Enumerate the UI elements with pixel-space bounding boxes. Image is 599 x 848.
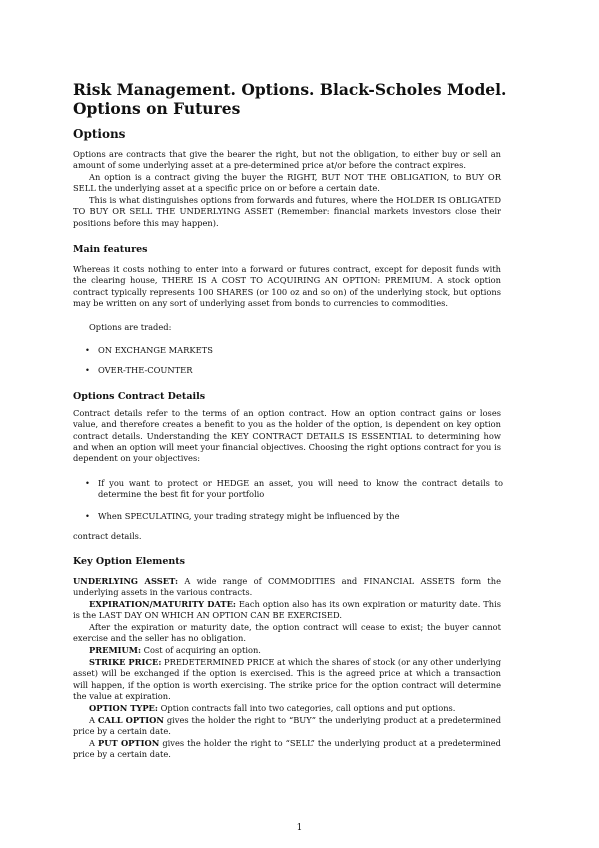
underlying-asset-label: UNDERLYING ASSET: — [73, 576, 179, 586]
list-item-text: OVER-THE-COUNTER — [98, 365, 193, 375]
contract-details-paragraph-1: Contract details refer to the terms of an option contract. How an option contract gains or loses value, and therefore creates a benefit to you as the holder of the option, is dependent on key option contract details. Understanding the KEY CONTRACT DETAILS IS ESSENTIAL to determining how and when an option will meet your financial objectives. Choosing the right options contract for you is dependent on your objectives: — [73, 408, 501, 464]
bullet-icon: • — [85, 511, 90, 521]
list-item — [85, 345, 503, 356]
put-option-prefix: A — [89, 738, 95, 748]
expiration-text: Each option also has its own expiration or maturity date. This is the LAST DAY ON WHICH AN OPTION CAN BE EXERCISED. — [73, 599, 502, 621]
expiration-paragraph — [73, 599, 501, 622]
options-paragraph-3: This is what distinguishes options from forwards and futures, where the HOLDER IS OBLIGATED TO BUY OR SELL THE UNDERLYING ASSET (Remember: financial markets investors close their positions before this may happen). — [73, 195, 501, 228]
option-type-paragraph — [73, 703, 501, 714]
premium-paragraph — [73, 645, 501, 656]
premium-label: PREMIUM: — [89, 645, 142, 655]
main-features-paragraph-1: Whereas it costs nothing to enter into a forward or futures contract, except for deposit funds with the clearing house, THERE IS A COST TO ACQUIRING AN OPTION: PREMIUM. A stock option contract typically represents 100 SHARES (or 100 oz and so on) of the underlying stock, but options may be written on any sort of underlying asset from bonds to currencies to commodities. — [73, 264, 501, 308]
strike-price-paragraph — [73, 657, 501, 702]
contract-details-paragraph-2: contract details. — [73, 531, 142, 541]
strike-price-label: STRIKE PRICE: — [89, 657, 162, 667]
list-item-text: When SPECULATING, your trading strategy might be influenced by the — [98, 511, 400, 521]
options-paragraph-1: Options are contracts that give the bearer the right, but not the obligation, to either buy or sell an amount of some underlying asset at a pre-determined price at/or before the contract expires. — [73, 149, 501, 171]
option-type-text: Option contracts fall into two categories, call options and put options. — [160, 703, 456, 713]
section-heading-key-elements: Key Option Elements — [73, 556, 186, 567]
page-number: 1 — [296, 823, 303, 833]
underlying-asset-text: A wide range of COMMODITIES and FINANCIAL ASSETS form the underlying assets in the various contracts. — [73, 576, 502, 598]
option-type-label: OPTION TYPE: — [89, 703, 158, 713]
bullet-icon: • — [85, 365, 90, 375]
list-item — [85, 478, 503, 501]
call-option-label: CALL OPTION — [97, 715, 164, 725]
underlying-asset-paragraph — [73, 576, 501, 599]
list-item-text: If you want to protect or HEDGE an asset, you will need to know the contract details to determine the best fit for your portfolio — [98, 478, 503, 500]
call-option-text: gives the holder the right to “BUY” the underlying product at a predetermined price by a certain date. — [73, 715, 502, 737]
list-item — [85, 365, 503, 376]
options-paragraph-2: An option is a contract giving the buyer the RIGHT, BUT NOT THE OBLIGATION, to BUY OR SELL the underlying asset at a specific price on or before a certain date. — [73, 172, 501, 194]
strike-price-text: PREDETERMINED PRICE at which the shares of stock (or any other underlying asset) will be exchanged if the option is exercised. This is the agreed price at which a transaction will happen, if the option is worth exercising. The strike price for the option contract will determine the value at expiration. — [73, 657, 502, 701]
expiration-label: EXPIRATION/MATURITY DATE: — [89, 599, 236, 609]
main-features-paragraph-2: Options are traded: — [89, 322, 172, 332]
call-option-paragraph — [73, 715, 501, 738]
list-item-text: ON EXCHANGE MARKETS — [98, 345, 213, 355]
document-title: Risk Management. Options. Black-Scholes Model. Options on Futures — [73, 80, 507, 118]
section-heading-contract-details: Options Contract Details — [73, 391, 206, 402]
call-option-prefix: A — [89, 715, 95, 725]
section-heading-main-features: Main features — [73, 244, 148, 255]
bullet-icon: • — [85, 345, 90, 355]
premium-text: Cost of acquiring an option. — [143, 645, 261, 655]
section-heading-options: Options — [73, 127, 126, 141]
after-expiration-paragraph: After the expiration or maturity date, the option contract will cease to exist; the buyer cannot exercise and the seller has no obligation. — [73, 622, 501, 644]
bullet-icon: • — [85, 478, 90, 488]
put-option-text: gives the holder the right to “SELL” the underlying product at a predetermined price by a certain date. — [73, 738, 501, 760]
put-option-paragraph — [73, 738, 501, 761]
list-item — [85, 511, 503, 522]
put-option-label: PUT OPTION — [98, 738, 160, 748]
